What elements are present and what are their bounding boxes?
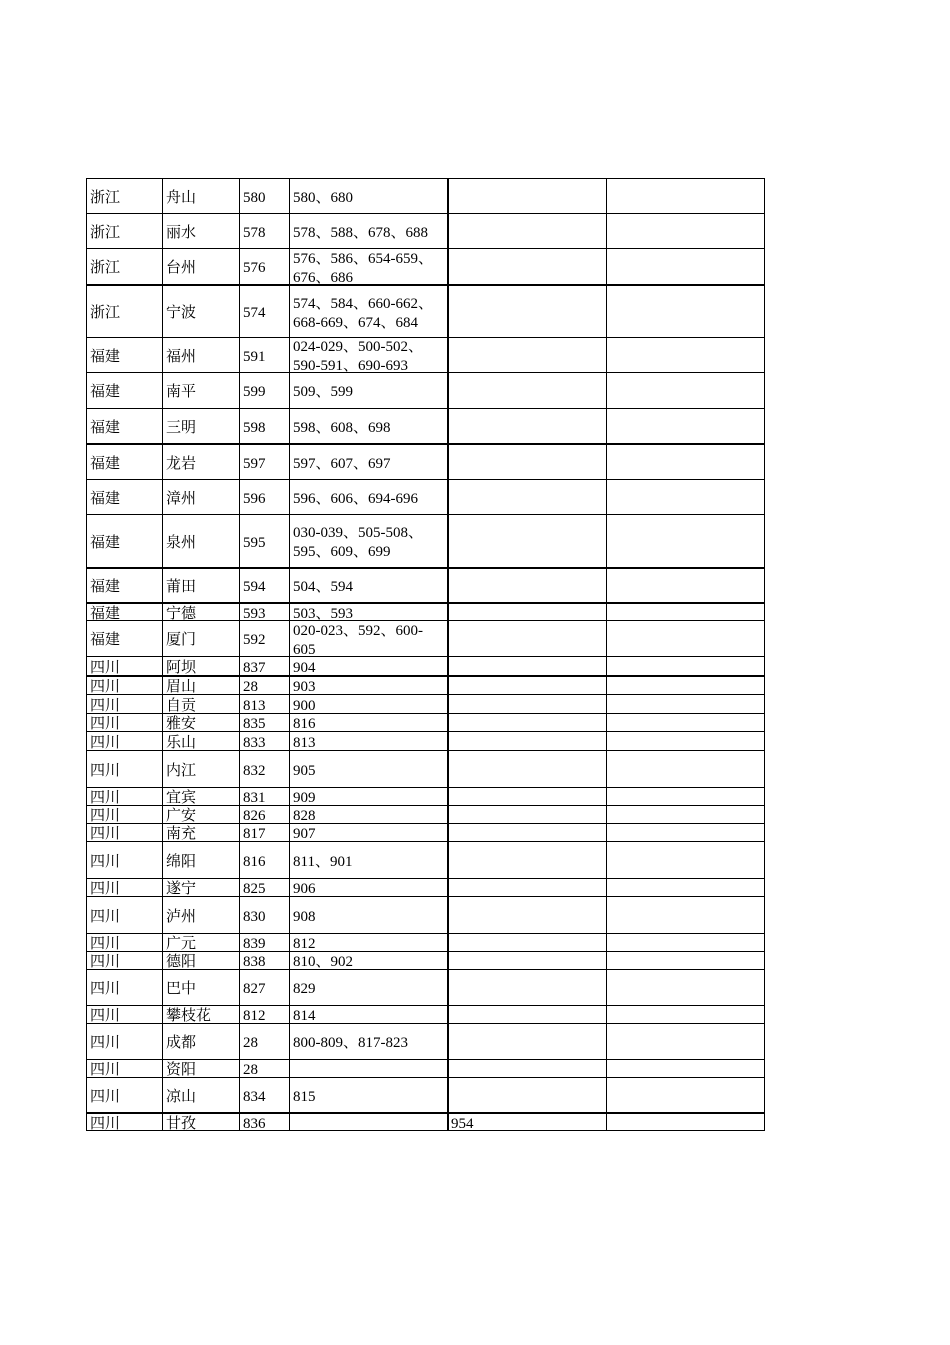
table-row [87, 694, 765, 713]
city-cell: 广安 [163, 806, 240, 823]
extra-cell-1 [449, 677, 607, 694]
city-cell: 巴中 [163, 970, 240, 1005]
extra-cell-1 [449, 1060, 607, 1077]
extra-cell-2 [607, 824, 765, 841]
city-cell: 丽水 [163, 214, 240, 248]
extra-cell-2 [607, 515, 765, 567]
extra-cell-1: 954 [449, 1114, 607, 1130]
area-code-cell: 816 [240, 842, 290, 878]
area-code-cell: 813 [240, 695, 290, 713]
extra-cell-2 [607, 249, 765, 284]
province-cell: 四川 [87, 934, 163, 951]
postal-codes-cell: 574、584、660-662、668-669、674、684 [290, 286, 449, 337]
area-code-cell: 838 [240, 952, 290, 969]
postal-codes-cell: 024-029、500-502、590-591、690-693 [290, 338, 449, 372]
table-row [87, 479, 765, 514]
city-cell: 绵阳 [163, 842, 240, 878]
extra-cell-1 [449, 1078, 607, 1112]
postal-codes-cell: 816 [290, 714, 449, 731]
city-cell: 德阳 [163, 952, 240, 969]
extra-cell-2 [607, 409, 765, 443]
province-cell: 浙江 [87, 286, 163, 337]
table-row [87, 823, 765, 841]
extra-cell-1 [449, 934, 607, 951]
city-cell: 台州 [163, 249, 240, 284]
extra-cell-1 [449, 1024, 607, 1059]
extra-cell-1 [449, 695, 607, 713]
area-code-table [86, 178, 765, 1131]
postal-codes-cell: 909 [290, 788, 449, 805]
province-cell: 四川 [87, 732, 163, 750]
extra-cell-2 [607, 714, 765, 731]
extra-cell-1 [449, 1006, 607, 1023]
table-row [87, 841, 765, 878]
area-code-cell: 599 [240, 373, 290, 408]
table-row [87, 514, 765, 567]
postal-codes-cell: 503、593 [290, 604, 449, 620]
province-cell: 四川 [87, 788, 163, 805]
city-cell: 三明 [163, 409, 240, 443]
area-code-cell: 836 [240, 1114, 290, 1130]
table-row [87, 1112, 765, 1130]
postal-codes-cell [290, 1060, 449, 1077]
extra-cell-1 [449, 788, 607, 805]
area-code-cell: 831 [240, 788, 290, 805]
postal-codes-cell: 811、901 [290, 842, 449, 878]
area-code-cell: 574 [240, 286, 290, 337]
city-cell: 福州 [163, 338, 240, 372]
postal-codes-cell: 509、599 [290, 373, 449, 408]
province-cell: 四川 [87, 1060, 163, 1077]
postal-codes-cell: 815 [290, 1078, 449, 1112]
city-cell: 舟山 [163, 179, 240, 213]
table-row [87, 878, 765, 896]
extra-cell-2 [607, 373, 765, 408]
province-cell: 四川 [87, 952, 163, 969]
postal-codes-cell: 020-023、592、600-605 [290, 621, 449, 656]
city-cell: 南平 [163, 373, 240, 408]
extra-cell-2 [607, 934, 765, 951]
table-row [87, 620, 765, 656]
city-cell: 漳州 [163, 480, 240, 514]
province-cell: 福建 [87, 515, 163, 567]
province-cell: 浙江 [87, 214, 163, 248]
postal-codes-cell: 576、586、654-659、676、686 [290, 249, 449, 284]
extra-cell-1 [449, 286, 607, 337]
table-row [87, 1023, 765, 1059]
area-code-cell: 817 [240, 824, 290, 841]
area-code-cell: 826 [240, 806, 290, 823]
postal-codes-cell: 578、588、678、688 [290, 214, 449, 248]
table-row [87, 372, 765, 408]
table-row [87, 443, 765, 479]
extra-cell-1 [449, 879, 607, 896]
postal-codes-cell: 908 [290, 897, 449, 933]
province-cell: 四川 [87, 824, 163, 841]
city-cell: 眉山 [163, 677, 240, 694]
extra-cell-2 [607, 970, 765, 1005]
city-cell: 厦门 [163, 621, 240, 656]
city-cell: 宁德 [163, 604, 240, 620]
postal-codes-cell: 810、902 [290, 952, 449, 969]
table-row [87, 656, 765, 675]
area-code-cell: 812 [240, 1006, 290, 1023]
table-row [87, 284, 765, 337]
table-row [87, 933, 765, 951]
area-code-cell: 576 [240, 249, 290, 284]
extra-cell-2 [607, 621, 765, 656]
extra-cell-2 [607, 445, 765, 479]
postal-codes-cell: 580、680 [290, 179, 449, 213]
city-cell: 资阳 [163, 1060, 240, 1077]
province-cell: 四川 [87, 1006, 163, 1023]
extra-cell-2 [607, 338, 765, 372]
extra-cell-1 [449, 714, 607, 731]
area-code-cell: 827 [240, 970, 290, 1005]
city-cell: 宜宾 [163, 788, 240, 805]
extra-cell-1 [449, 338, 607, 372]
extra-cell-2 [607, 480, 765, 514]
table-row [87, 337, 765, 372]
table-row [87, 602, 765, 620]
province-cell: 福建 [87, 373, 163, 408]
city-cell: 成都 [163, 1024, 240, 1059]
province-cell: 浙江 [87, 249, 163, 284]
extra-cell-1 [449, 732, 607, 750]
province-cell: 四川 [87, 1078, 163, 1112]
province-cell: 浙江 [87, 179, 163, 213]
area-code-cell: 595 [240, 515, 290, 567]
province-cell: 四川 [87, 751, 163, 787]
extra-cell-2 [607, 695, 765, 713]
table-row [87, 567, 765, 602]
table-row [87, 731, 765, 750]
area-code-cell: 598 [240, 409, 290, 443]
table-row [87, 951, 765, 969]
extra-cell-2 [607, 897, 765, 933]
extra-cell-2 [607, 879, 765, 896]
extra-cell-2 [607, 732, 765, 750]
postal-codes-cell: 812 [290, 934, 449, 951]
province-cell: 四川 [87, 970, 163, 1005]
extra-cell-2 [607, 1024, 765, 1059]
extra-cell-1 [449, 657, 607, 675]
area-code-cell: 594 [240, 569, 290, 602]
province-cell: 四川 [87, 657, 163, 675]
extra-cell-2 [607, 751, 765, 787]
province-cell: 四川 [87, 897, 163, 933]
extra-cell-1 [449, 569, 607, 602]
extra-cell-1 [449, 409, 607, 443]
postal-codes-cell: 800-809、817-823 [290, 1024, 449, 1059]
area-code-cell: 833 [240, 732, 290, 750]
area-code-cell: 832 [240, 751, 290, 787]
province-cell: 四川 [87, 879, 163, 896]
province-cell: 福建 [87, 480, 163, 514]
area-code-cell: 835 [240, 714, 290, 731]
area-code-cell: 580 [240, 179, 290, 213]
extra-cell-2 [607, 1060, 765, 1077]
postal-codes-cell: 596、606、694-696 [290, 480, 449, 514]
table-row [87, 805, 765, 823]
extra-cell-2 [607, 788, 765, 805]
province-cell: 四川 [87, 714, 163, 731]
table-row [87, 1005, 765, 1023]
area-code-cell: 825 [240, 879, 290, 896]
extra-cell-1 [449, 445, 607, 479]
postal-codes-cell: 813 [290, 732, 449, 750]
city-cell: 凉山 [163, 1078, 240, 1112]
extra-cell-2 [607, 1006, 765, 1023]
table-row [87, 787, 765, 805]
city-cell: 泉州 [163, 515, 240, 567]
table-row [87, 896, 765, 933]
postal-codes-cell: 598、608、698 [290, 409, 449, 443]
city-cell: 龙岩 [163, 445, 240, 479]
area-code-cell: 28 [240, 1024, 290, 1059]
table-row [87, 713, 765, 731]
extra-cell-1 [449, 373, 607, 408]
table-row [87, 969, 765, 1005]
extra-cell-1 [449, 604, 607, 620]
province-cell: 四川 [87, 806, 163, 823]
extra-cell-2 [607, 1078, 765, 1112]
table-row [87, 675, 765, 694]
city-cell: 攀枝花 [163, 1006, 240, 1023]
area-code-cell: 593 [240, 604, 290, 620]
table-row [87, 750, 765, 787]
extra-cell-1 [449, 952, 607, 969]
extra-cell-1 [449, 249, 607, 284]
area-code-cell: 591 [240, 338, 290, 372]
area-code-cell: 28 [240, 677, 290, 694]
extra-cell-1 [449, 480, 607, 514]
area-code-cell: 578 [240, 214, 290, 248]
extra-cell-1 [449, 515, 607, 567]
postal-codes-cell: 597、607、697 [290, 445, 449, 479]
table-row [87, 248, 765, 284]
extra-cell-2 [607, 1114, 765, 1130]
city-cell: 泸州 [163, 897, 240, 933]
city-cell: 南充 [163, 824, 240, 841]
area-code-cell: 834 [240, 1078, 290, 1112]
postal-codes-cell: 828 [290, 806, 449, 823]
city-cell: 雅安 [163, 714, 240, 731]
postal-codes-cell: 900 [290, 695, 449, 713]
city-cell: 阿坝 [163, 657, 240, 675]
extra-cell-1 [449, 897, 607, 933]
province-cell: 四川 [87, 842, 163, 878]
province-cell: 四川 [87, 695, 163, 713]
extra-cell-2 [607, 214, 765, 248]
table-row [87, 1077, 765, 1112]
table-row [87, 213, 765, 248]
extra-cell-2 [607, 677, 765, 694]
postal-codes-cell: 906 [290, 879, 449, 896]
extra-cell-1 [449, 824, 607, 841]
city-cell: 莆田 [163, 569, 240, 602]
city-cell: 宁波 [163, 286, 240, 337]
postal-codes-cell [290, 1114, 449, 1130]
province-cell: 福建 [87, 445, 163, 479]
province-cell: 四川 [87, 677, 163, 694]
extra-cell-1 [449, 214, 607, 248]
postal-codes-cell: 829 [290, 970, 449, 1005]
postal-codes-cell: 504、594 [290, 569, 449, 602]
extra-cell-2 [607, 604, 765, 620]
table-row [87, 1059, 765, 1077]
area-code-cell: 837 [240, 657, 290, 675]
province-cell: 福建 [87, 604, 163, 620]
extra-cell-2 [607, 842, 765, 878]
area-code-cell: 592 [240, 621, 290, 656]
province-cell: 四川 [87, 1114, 163, 1130]
area-code-cell: 596 [240, 480, 290, 514]
extra-cell-1 [449, 179, 607, 213]
area-code-cell: 839 [240, 934, 290, 951]
city-cell: 乐山 [163, 732, 240, 750]
province-cell: 福建 [87, 409, 163, 443]
area-code-cell: 597 [240, 445, 290, 479]
postal-codes-cell: 814 [290, 1006, 449, 1023]
city-cell: 自贡 [163, 695, 240, 713]
province-cell: 福建 [87, 338, 163, 372]
postal-codes-cell: 904 [290, 657, 449, 675]
extra-cell-2 [607, 179, 765, 213]
extra-cell-1 [449, 806, 607, 823]
extra-cell-1 [449, 751, 607, 787]
extra-cell-2 [607, 569, 765, 602]
extra-cell-2 [607, 806, 765, 823]
province-cell: 四川 [87, 1024, 163, 1059]
extra-cell-1 [449, 621, 607, 656]
table-row [87, 408, 765, 443]
province-cell: 福建 [87, 621, 163, 656]
postal-codes-cell: 030-039、505-508、595、609、699 [290, 515, 449, 567]
extra-cell-2 [607, 286, 765, 337]
province-cell: 福建 [87, 569, 163, 602]
city-cell: 遂宁 [163, 879, 240, 896]
extra-cell-1 [449, 842, 607, 878]
city-cell: 甘孜 [163, 1114, 240, 1130]
table-row [87, 178, 765, 213]
area-code-cell: 830 [240, 897, 290, 933]
city-cell: 广元 [163, 934, 240, 951]
city-cell: 内江 [163, 751, 240, 787]
extra-cell-2 [607, 657, 765, 675]
postal-codes-cell: 903 [290, 677, 449, 694]
postal-codes-cell: 905 [290, 751, 449, 787]
postal-codes-cell: 907 [290, 824, 449, 841]
area-code-cell: 28 [240, 1060, 290, 1077]
extra-cell-1 [449, 970, 607, 1005]
extra-cell-2 [607, 952, 765, 969]
